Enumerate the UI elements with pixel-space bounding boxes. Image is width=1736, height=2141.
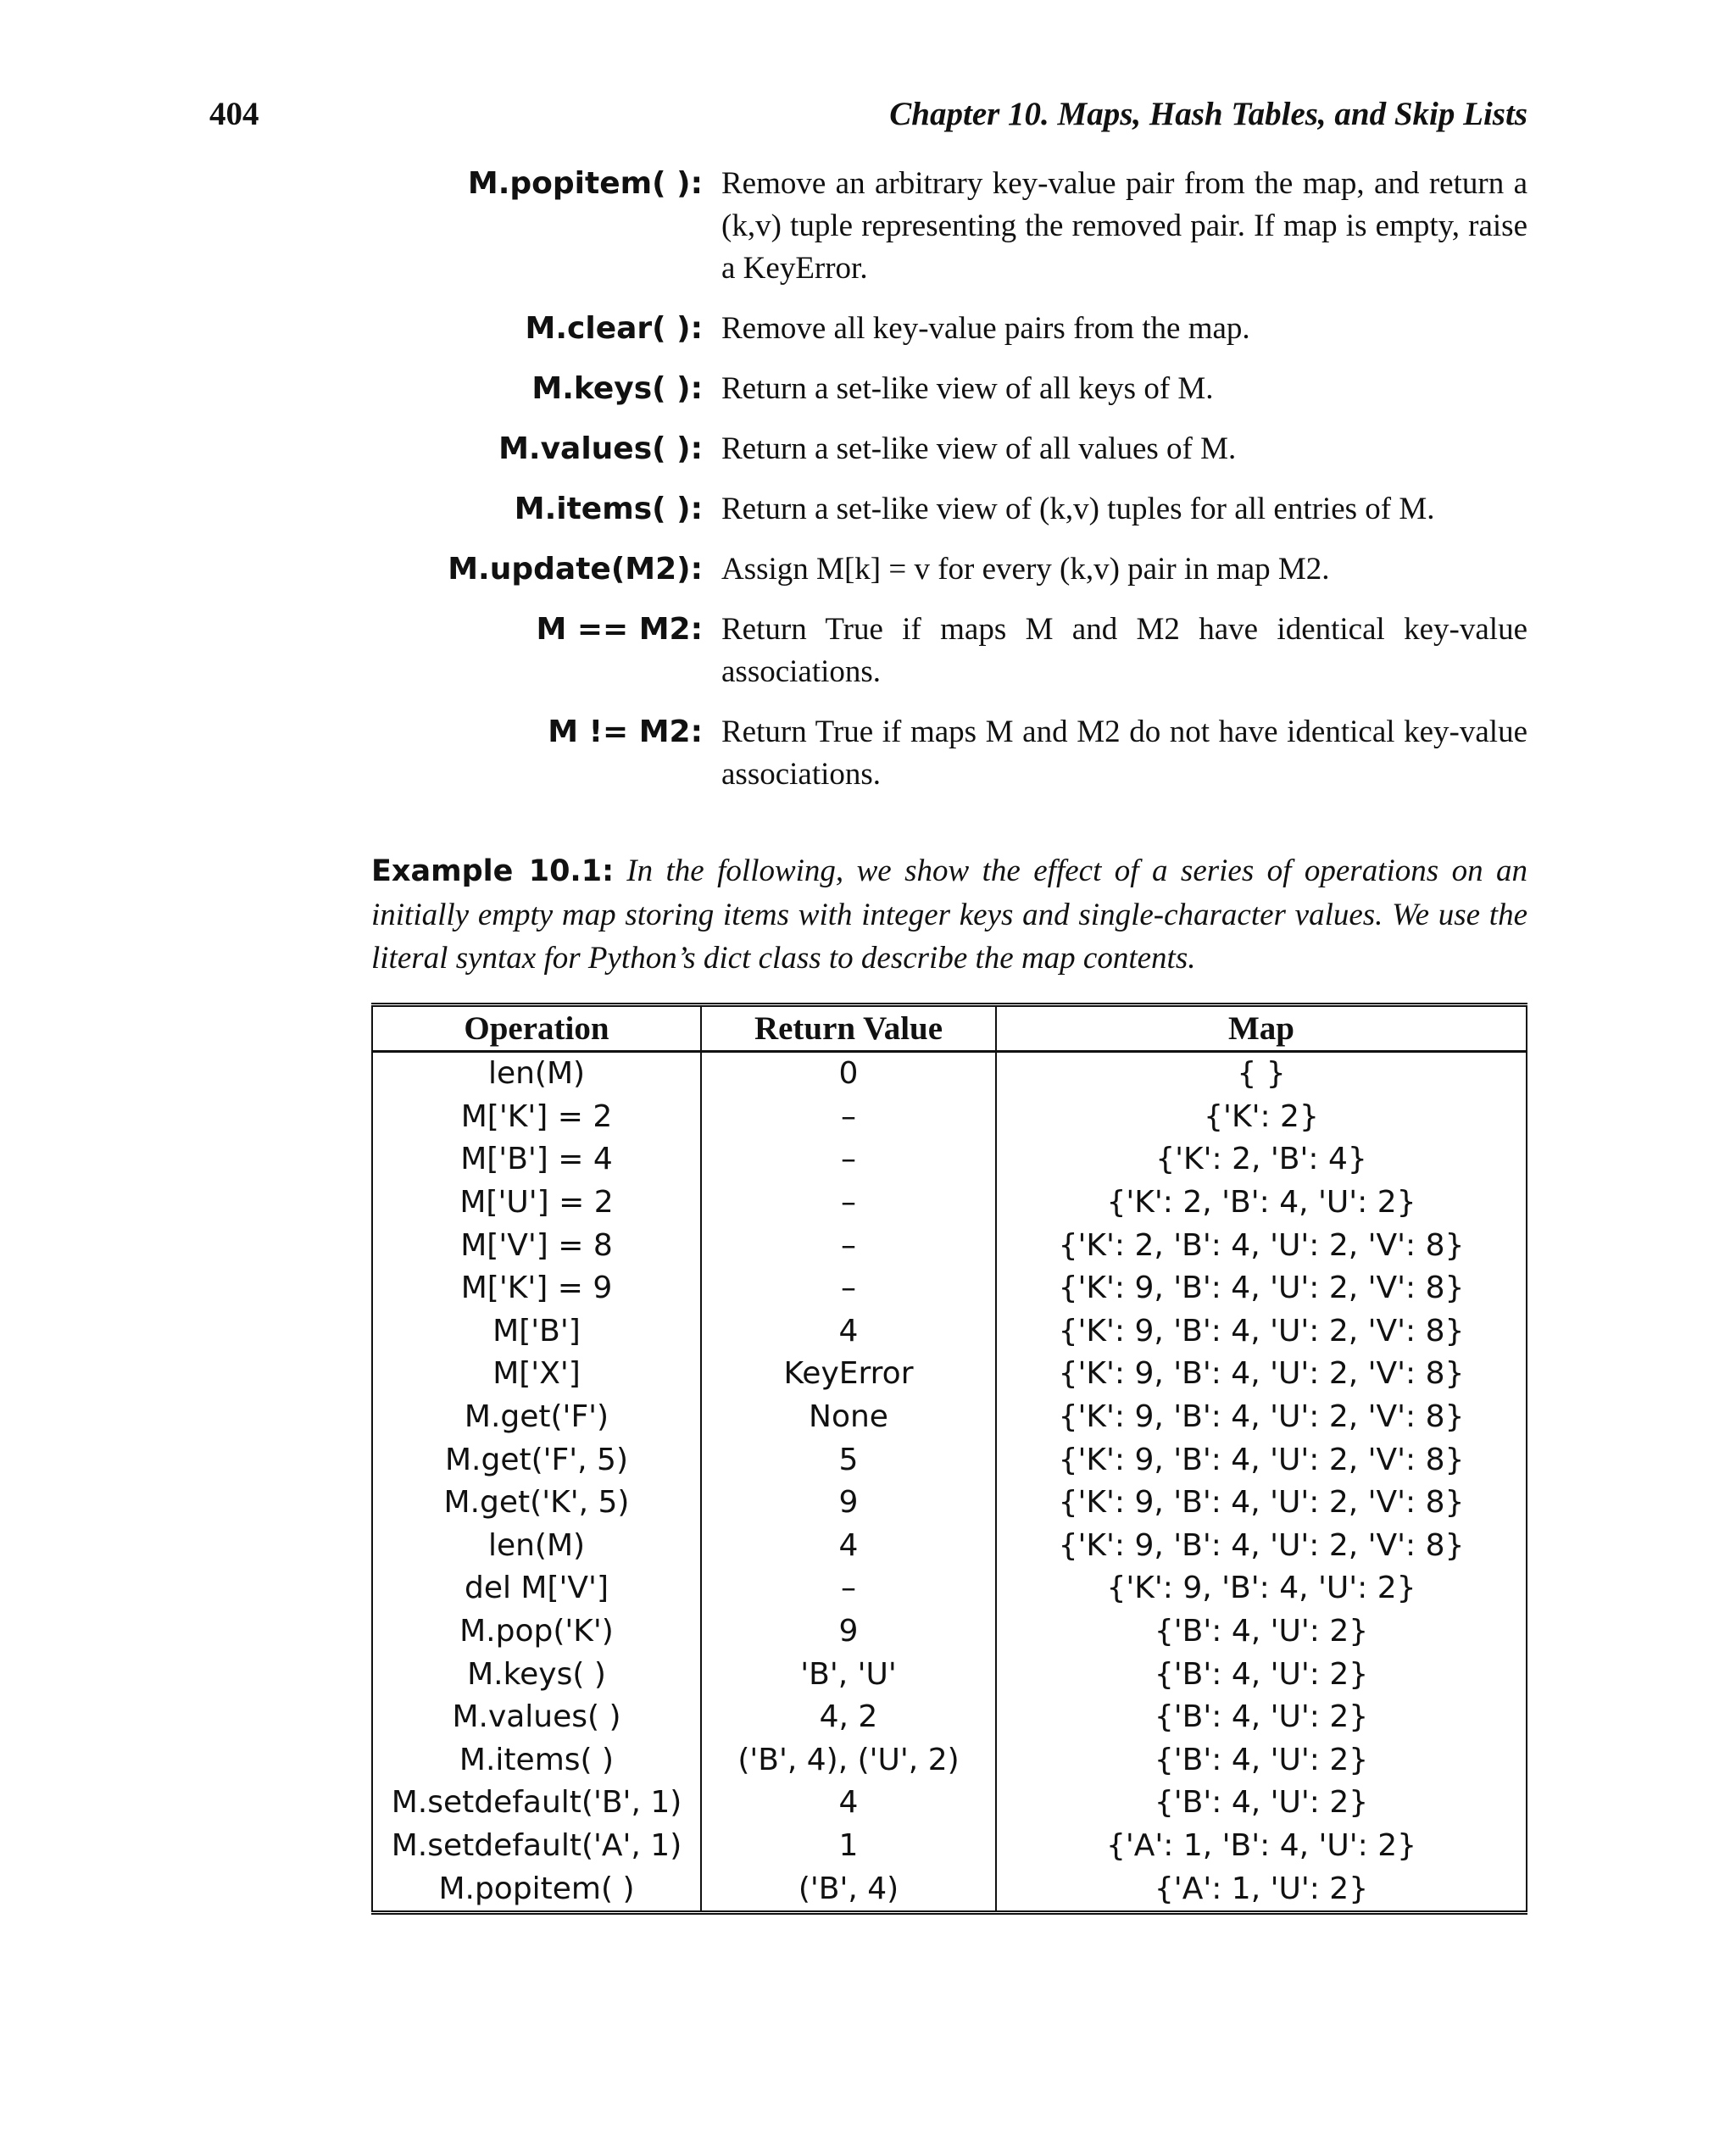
definition-term: M.update(M2):	[448, 552, 703, 587]
cell-map: {'K': 9, 'B': 4, 'U': 2, 'V': 8}	[996, 1353, 1527, 1396]
table-row	[372, 1739, 1527, 1782]
definition-item	[209, 711, 1527, 796]
cell-map: {'A': 1, 'U': 2}	[996, 1867, 1527, 1912]
cell-return-value: –	[701, 1224, 996, 1267]
cell-operation: M.get('F', 5)	[372, 1438, 701, 1482]
definition-description: Return True if maps M and M2 do not have identical key-value associations.	[721, 715, 1527, 792]
cell-map: {'K': 9, 'B': 4, 'U': 2, 'V': 8}	[996, 1310, 1527, 1354]
definition-item	[209, 428, 1527, 470]
definition-item	[209, 308, 1527, 350]
table-row	[372, 1525, 1527, 1568]
cell-operation: M.values( )	[372, 1696, 701, 1739]
cell-return-value: 5	[701, 1438, 996, 1482]
cell-return-value: 4	[701, 1782, 996, 1825]
definition-item	[209, 163, 1527, 290]
cell-operation: M.popitem( )	[372, 1867, 701, 1912]
definition-term: M.popitem( ):	[467, 166, 703, 201]
cell-map: {'B': 4, 'U': 2}	[996, 1653, 1527, 1696]
cell-map: { }	[996, 1052, 1527, 1096]
cell-return-value: 'B', 'U'	[701, 1653, 996, 1696]
page-header	[209, 95, 1527, 146]
definition-term: M == M2:	[536, 612, 703, 647]
table-row	[372, 1438, 1527, 1482]
cell-operation: M.setdefault('A', 1)	[372, 1825, 701, 1868]
table-header-row	[372, 1005, 1527, 1052]
cell-return-value: 4, 2	[701, 1696, 996, 1739]
cell-operation: M.get('K', 5)	[372, 1482, 701, 1525]
table-row	[372, 1653, 1527, 1696]
cell-map: {'B': 4, 'U': 2}	[996, 1782, 1527, 1825]
cell-map: {'K': 2, 'B': 4}	[996, 1138, 1527, 1182]
table-row	[372, 1482, 1527, 1525]
table-row	[372, 1610, 1527, 1654]
chapter-title: Chapter 10. Maps, Hash Tables, and Skip Lists	[889, 96, 1527, 132]
definition-item	[209, 368, 1527, 410]
table-row	[372, 1353, 1527, 1396]
cell-map: {'B': 4, 'U': 2}	[996, 1610, 1527, 1654]
table-row	[372, 1182, 1527, 1225]
cell-operation: M['K'] = 9	[372, 1267, 701, 1310]
cell-operation: M.get('F')	[372, 1396, 701, 1439]
cell-return-value: 0	[701, 1052, 996, 1096]
cell-operation: M['U'] = 2	[372, 1182, 701, 1225]
cell-map: {'K': 9, 'B': 4, 'U': 2, 'V': 8}	[996, 1438, 1527, 1482]
cell-return-value: 9	[701, 1482, 996, 1525]
cell-return-value: 9	[701, 1610, 996, 1654]
cell-map: {'K': 2}	[996, 1096, 1527, 1139]
table-row	[372, 1138, 1527, 1182]
definition-description: Remove an arbitrary key-value pair from the map, and return a (k,v) tuple representing the removed pair. If map is empty, raise a KeyError.	[721, 166, 1527, 286]
cell-operation: M['B'] = 4	[372, 1138, 701, 1182]
cell-map: {'A': 1, 'B': 4, 'U': 2}	[996, 1825, 1527, 1868]
definition-term: M.keys( ):	[531, 371, 703, 406]
cell-map: {'K': 2, 'B': 4, 'U': 2}	[996, 1182, 1527, 1225]
table-row	[372, 1310, 1527, 1354]
definition-description: Return a set-like view of (k,v) tuples for all entries of M.	[721, 492, 1435, 526]
cell-operation: len(M)	[372, 1052, 701, 1096]
cell-operation: M.items( )	[372, 1739, 701, 1782]
cell-operation: M['X']	[372, 1353, 701, 1396]
cell-return-value: 4	[701, 1310, 996, 1354]
example-paragraph	[371, 849, 1527, 980]
table-row	[372, 1052, 1527, 1096]
table-row	[372, 1396, 1527, 1439]
method-definitions	[209, 163, 1527, 814]
definition-term: M.values( ):	[498, 431, 703, 466]
table-row	[372, 1267, 1527, 1310]
table-row	[372, 1224, 1527, 1267]
definition-item	[209, 609, 1527, 693]
example-label: Example 10.1:	[371, 854, 615, 888]
definition-item	[209, 488, 1527, 531]
operations-table	[371, 1003, 1527, 1915]
page-number: 404	[209, 96, 259, 132]
cell-map: {'B': 4, 'U': 2}	[996, 1739, 1527, 1782]
cell-operation: M.setdefault('B', 1)	[372, 1782, 701, 1825]
cell-map: {'B': 4, 'U': 2}	[996, 1696, 1527, 1739]
cell-map: {'K': 2, 'B': 4, 'U': 2, 'V': 8}	[996, 1224, 1527, 1267]
cell-operation: M['K'] = 2	[372, 1096, 701, 1139]
definition-item	[209, 548, 1527, 591]
header-map: Map	[996, 1005, 1527, 1052]
cell-operation: M['V'] = 8	[372, 1224, 701, 1267]
table-row	[372, 1825, 1527, 1868]
cell-return-value: None	[701, 1396, 996, 1439]
definition-description: Return a set-like view of all values of M.	[721, 431, 1237, 466]
cell-operation: M.pop('K')	[372, 1610, 701, 1654]
cell-return-value: ('B', 4), ('U', 2)	[701, 1739, 996, 1782]
table-row	[372, 1096, 1527, 1139]
cell-operation: M.keys( )	[372, 1653, 701, 1696]
table-row	[372, 1567, 1527, 1610]
definition-description: Return a set-like view of all keys of M.	[721, 371, 1214, 406]
cell-return-value: –	[701, 1138, 996, 1182]
definition-description: Assign M[k] = v for every (k,v) pair in map M2.	[721, 552, 1330, 587]
definition-term: M.items( ):	[514, 492, 703, 526]
cell-return-value: ('B', 4)	[701, 1867, 996, 1912]
definition-term: M != M2:	[548, 715, 703, 749]
cell-operation: M['B']	[372, 1310, 701, 1354]
cell-return-value: –	[701, 1182, 996, 1225]
cell-return-value: 1	[701, 1825, 996, 1868]
table-row	[372, 1696, 1527, 1739]
definition-description: Return True if maps M and M2 have identical key-value associations.	[721, 612, 1527, 689]
cell-return-value: 4	[701, 1525, 996, 1568]
cell-map: {'K': 9, 'B': 4, 'U': 2, 'V': 8}	[996, 1396, 1527, 1439]
cell-return-value: KeyError	[701, 1353, 996, 1396]
cell-return-value: –	[701, 1567, 996, 1610]
table-row	[372, 1782, 1527, 1825]
definition-description: Remove all key-value pairs from the map.	[721, 311, 1250, 346]
cell-map: {'K': 9, 'B': 4, 'U': 2, 'V': 8}	[996, 1267, 1527, 1310]
definition-term: M.clear( ):	[525, 311, 703, 346]
cell-map: {'K': 9, 'B': 4, 'U': 2, 'V': 8}	[996, 1525, 1527, 1568]
cell-return-value: –	[701, 1096, 996, 1139]
cell-map: {'K': 9, 'B': 4, 'U': 2}	[996, 1567, 1527, 1610]
cell-map: {'K': 9, 'B': 4, 'U': 2, 'V': 8}	[996, 1482, 1527, 1525]
cell-operation: len(M)	[372, 1525, 701, 1568]
header-return-value: Return Value	[701, 1005, 996, 1052]
cell-return-value: –	[701, 1267, 996, 1310]
header-operation: Operation	[372, 1005, 701, 1052]
cell-operation: del M['V']	[372, 1567, 701, 1610]
table-row	[372, 1867, 1527, 1912]
example-text: In the following, we show the effect of a series of operations on an initially empty map storing items with integer keys and single-character values. We use the literal syntax for Python’s dict class to describe the map contents.	[371, 854, 1527, 976]
